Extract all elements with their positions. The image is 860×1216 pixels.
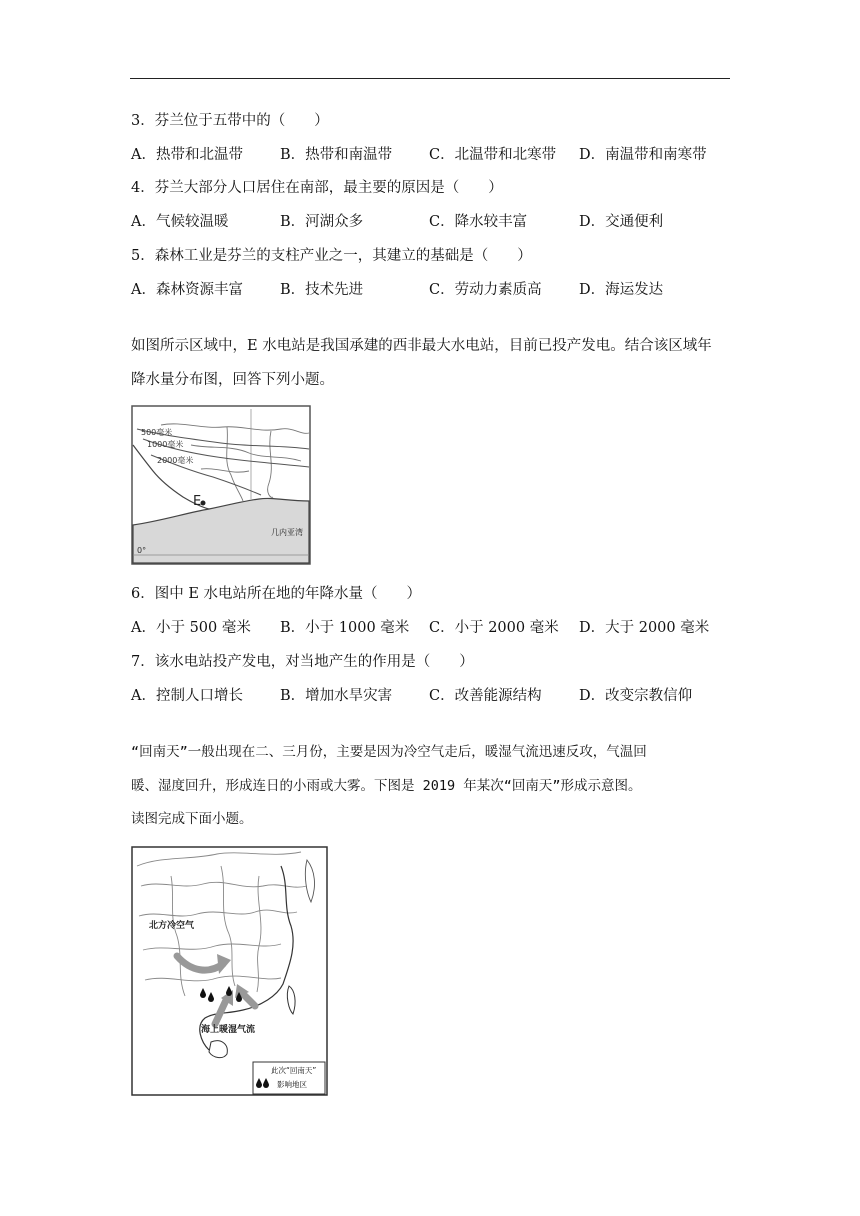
option-b[interactable]: B．热带和南温带 (280, 147, 393, 163)
option-d[interactable]: D．改变宗教信仰 (579, 688, 693, 704)
option-c[interactable]: C．改善能源结构 (429, 688, 542, 704)
isoline-1000-label: 1000毫米 (147, 440, 184, 449)
option-b[interactable]: B．技术先进 (280, 282, 364, 298)
question-3-stem: 3．芬兰位于五带中的（ ） (131, 113, 329, 129)
option-b[interactable]: B．小于 1000 毫米 (280, 620, 410, 636)
option-a[interactable]: A．控制人口增长 (131, 688, 243, 704)
option-a[interactable]: A．森林资源丰富 (131, 282, 243, 298)
option-d[interactable]: D．海运发达 (579, 282, 664, 298)
precipitation-map (131, 405, 311, 565)
option-d[interactable]: D．南温带和南寒带 (579, 147, 707, 163)
option-a[interactable]: A．热带和北温带 (131, 147, 243, 163)
passage-3-line-1: “回南天”一般出现在二、三月份，主要是因为冷空气走后，暖湿气流迅速反攻，气温回 (131, 744, 647, 760)
question-5-stem: 5．森林工业是芬兰的支柱产业之一，其建立的基础是（ ） (131, 248, 532, 264)
legend-line-2: 影响地区 (277, 1080, 307, 1089)
question-6-stem: 6．图中 E 水电站所在地的年降水量（ ） (131, 586, 422, 602)
question-6-options (131, 618, 731, 638)
question-4-stem: 4．芬兰大部分人口居住在南部，最主要的原因是（ ） (131, 180, 503, 196)
passage-2-line-1: 如图所示区域中，E 水电站是我国承建的西非最大水电站，目前已投产发电。结合该区域年 (131, 338, 712, 354)
latitude-label: 0° (137, 546, 147, 555)
option-c[interactable]: C．小于 2000 毫米 (429, 620, 559, 636)
option-a[interactable]: A．小于 500 毫米 (131, 620, 251, 636)
option-c[interactable]: C．北温带和北寒带 (429, 147, 557, 163)
passage-3-line-2: 暖、湿度回升，形成连日的小雨或大雾。下图是 2019 年某次“回南天”形成示意图。 (131, 778, 642, 794)
sea-label: 几内亚湾 (271, 528, 303, 537)
cold-air-label: 北方冷空气 (149, 921, 195, 931)
option-b[interactable]: B．河湖众多 (280, 214, 364, 230)
option-d[interactable]: D．大于 2000 毫米 (579, 620, 710, 636)
warm-air-label: 海上暖湿气流 (201, 1025, 256, 1035)
header-rule (130, 78, 730, 79)
huinantian-map (131, 846, 328, 1096)
question-4-options (131, 212, 731, 232)
question-7-options (131, 686, 731, 706)
option-b[interactable]: B．增加水旱灾害 (280, 688, 393, 704)
option-a[interactable]: A．气候较温暖 (131, 214, 229, 230)
option-c[interactable]: C．劳动力素质高 (429, 282, 542, 298)
option-c[interactable]: C．降水较丰富 (429, 214, 528, 230)
passage-2-line-2: 降水量分布图，回答下列小题。 (131, 372, 334, 388)
isoline-2000-label: 2000毫米 (157, 456, 194, 465)
question-3-options (131, 145, 731, 165)
isoline-500-label: 500毫米 (141, 428, 173, 437)
question-5-options (131, 280, 731, 300)
station-label: E (193, 494, 202, 509)
passage-3-line-3: 读图完成下面小题。 (131, 811, 253, 827)
legend-line-1: 此次“回南天” (271, 1066, 317, 1075)
option-d[interactable]: D．交通便利 (579, 214, 664, 230)
question-7-stem: 7．该水电站投产发电，对当地产生的作用是（ ） (131, 654, 474, 670)
